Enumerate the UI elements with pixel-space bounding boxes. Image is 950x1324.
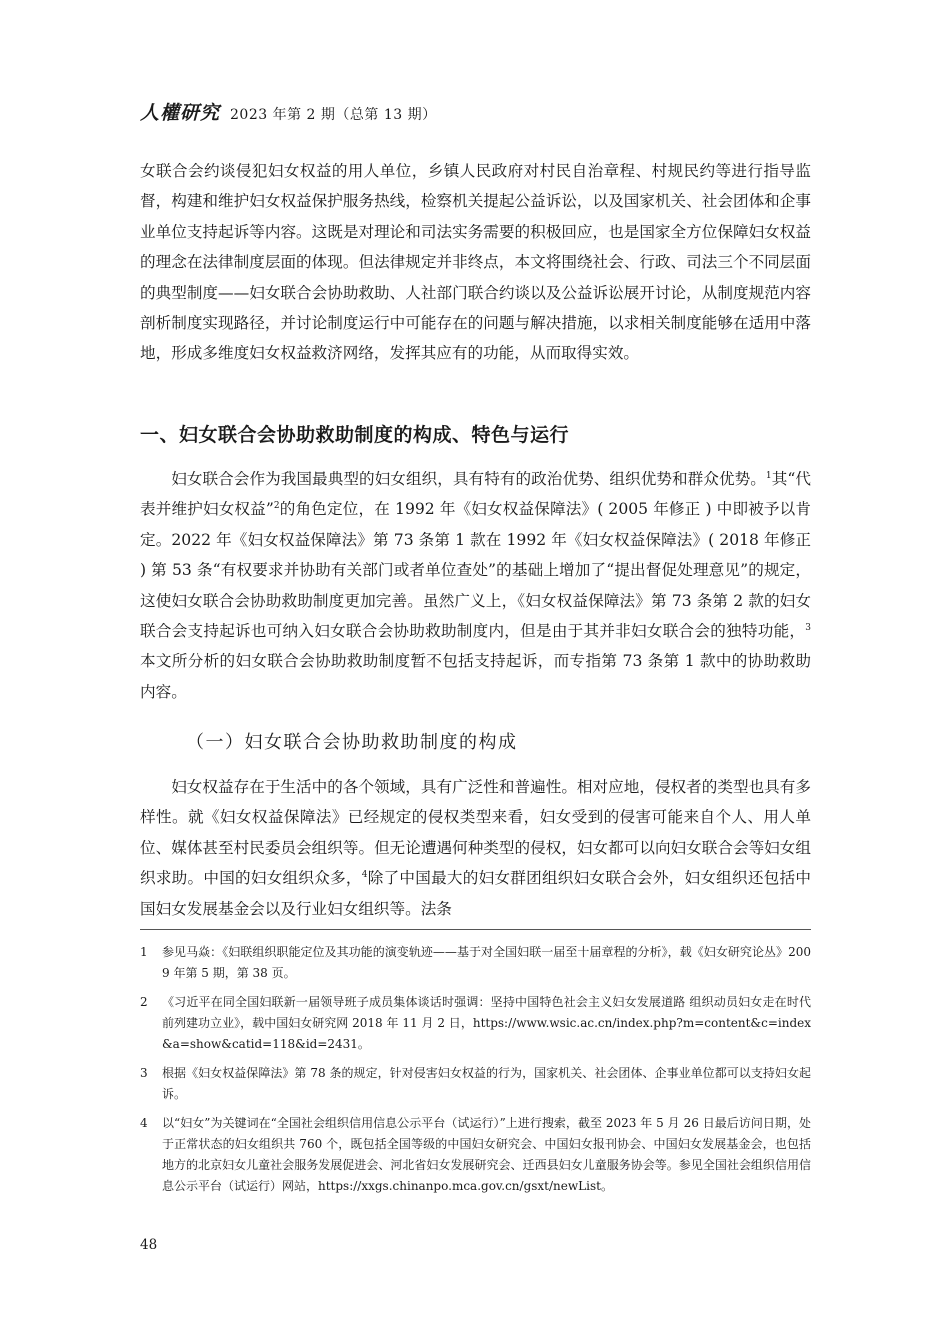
footnotes (140, 942, 811, 1205)
text-run: 其“代表并维护妇女权益” (140, 470, 811, 519)
footnote-text: 以“妇女”为关键词在“全国社会组织信用信息公示平台（试运行）”上进行搜索，截至 2023 年 5 月 26 日最后访问日期，处于正常状态的妇女组织共 760 个，既包括全国等级的中国妇女研究会、中国妇女报刊协会、中国妇女发展基金会，也包括地方的北京妇女儿童社会服务发展促进会、河北省妇女发展研究会、迁西县妇女儿童服务协会等。参见全国社会组织信用信息公示平台（试运行）网站，https://xxgs.chinanpo.mca.gov.cn/gsxt/newList。 (162, 1116, 811, 1193)
footnote-item (140, 992, 811, 1055)
footnote-text: 根据《妇女权益保障法》第 78 条的规定，针对侵害妇女权益的行为，国家机关、社会团体、企事业单位都可以支持妇女起诉。 (162, 1066, 811, 1101)
text-run: 除了中国最大的妇女群团组织妇女联合会外，妇女组织还包括中国妇女发展基金会以及行业妇女组织等。法条 (140, 869, 811, 918)
issue-info: 2023 年第 2 期（总第 13 期） (230, 107, 437, 123)
running-header (140, 98, 437, 126)
footnote-item (140, 1063, 811, 1105)
footnote-text: 参见马焱：《妇联组织职能定位及其功能的演变轨迹——基于对全国妇联一届至十届章程的分析》，载《妇女研究论丛》2009 年第 5 期，第 38 页。 (162, 945, 811, 980)
page-number: 48 (140, 1237, 158, 1253)
text-run: 的角色定位，在 1992 年《妇女权益保障法》( 2005 年修正 ) 中即被予以肯定。2022 年《妇女权益保障法》第 73 条第 1 款在 1992 年《妇女权益保障法》( 2018 年修正 ) 第 53 条“有权要求并协助有关部门或者单位查处”的基础上增加了“提出督促处理意见”的规定，这使妇女联合会协助救助制度更加完善。虽然广义上，《妇女权益保障法》第 73 条第 2 款的妇女联合会支持起诉也可纳入妇女联合会协助救助制度内，但是由于其并非妇女联合会的独特功能， (140, 500, 811, 641)
section1-paragraph (140, 464, 811, 707)
footnote-item (140, 1113, 811, 1197)
footnote-ref-4[interactable]: 4 (361, 870, 368, 881)
text-run: 妇女联合会作为我国最典型的妇女组织，具有特有的政治优势、组织优势和群众优势。 (171, 470, 766, 488)
footnote-ref-2[interactable]: 2 (273, 501, 280, 512)
footnote-divider (140, 929, 811, 930)
footnote-text: 《习近平在同全国妇联新一届领导班子成员集体谈话时强调：坚持中国特色社会主义妇女发展道路 组织动员妇女走在时代前列建功立业》，载中国妇女研究网 2018 年 11 月 2 日，https://www.wsic.ac.cn/index.php?m=content&c=index&a=show&catid=118&id=2431。 (162, 995, 811, 1051)
intro-paragraph: 女联合会约谈侵犯妇女权益的用人单位，乡镇人民政府对村民自治章程、村规民约等进行指导监督，构建和维护妇女权益保护服务热线，检察机关提起公益诉讼，以及国家机关、社会团体和企事业单位支持起诉等内容。这既是对理论和司法实务需要的积极回应，也是国家全方位保障妇女权益的理念在法律制度层面的体现。但法律规定并非终点，本文将围绕社会、行政、司法三个不同层面的典型制度——妇女联合会协助救助、人社部门联合约谈以及公益诉讼展开讨论，从制度规范内容剖析制度实现路径，并讨论制度运行中可能存在的问题与解决措施，以求相关制度能够在适用中落地，形成多维度妇女权益救济网络，发挥其应有的功能，从而取得实效。 (140, 162, 811, 363)
footnote-number: 2 (140, 995, 148, 1009)
text-run: 妇女权益存在于生活中的各个领域，具有广泛性和普遍性。相对应地，侵权者的类型也具有多样性。就《妇女权益保障法》已经规定的侵权类型来看，妇女受到的侵害可能来自个人、用人单位、媒体甚至村民委员会组织等。但无论遭遇何种类型的侵权，妇女都可以向妇女联合会等妇女组织求助。中国的妇女组织众多， (140, 778, 811, 888)
section-heading: 一、妇女联合会协助救助制度的构成、特色与运行 (140, 424, 570, 446)
footnote-number: 4 (140, 1116, 148, 1130)
text-run: 本文所分析的妇女联合会协助救助制度暂不包括支持起诉，而专指第 73 条第 1 款中的协助救助内容。 (140, 652, 811, 701)
subsection-heading: （一）妇女联合会协助救助制度的构成 (186, 732, 518, 753)
footnote-number: 3 (140, 1066, 148, 1080)
footnote-ref-1[interactable]: 1 (765, 470, 772, 481)
footnote-number: 1 (140, 945, 148, 959)
footnote-ref-3[interactable]: 3 (805, 622, 811, 633)
footnote-item (140, 942, 811, 984)
journal-logo: 人權研究 (140, 102, 221, 124)
subsection1-paragraph (140, 772, 811, 924)
